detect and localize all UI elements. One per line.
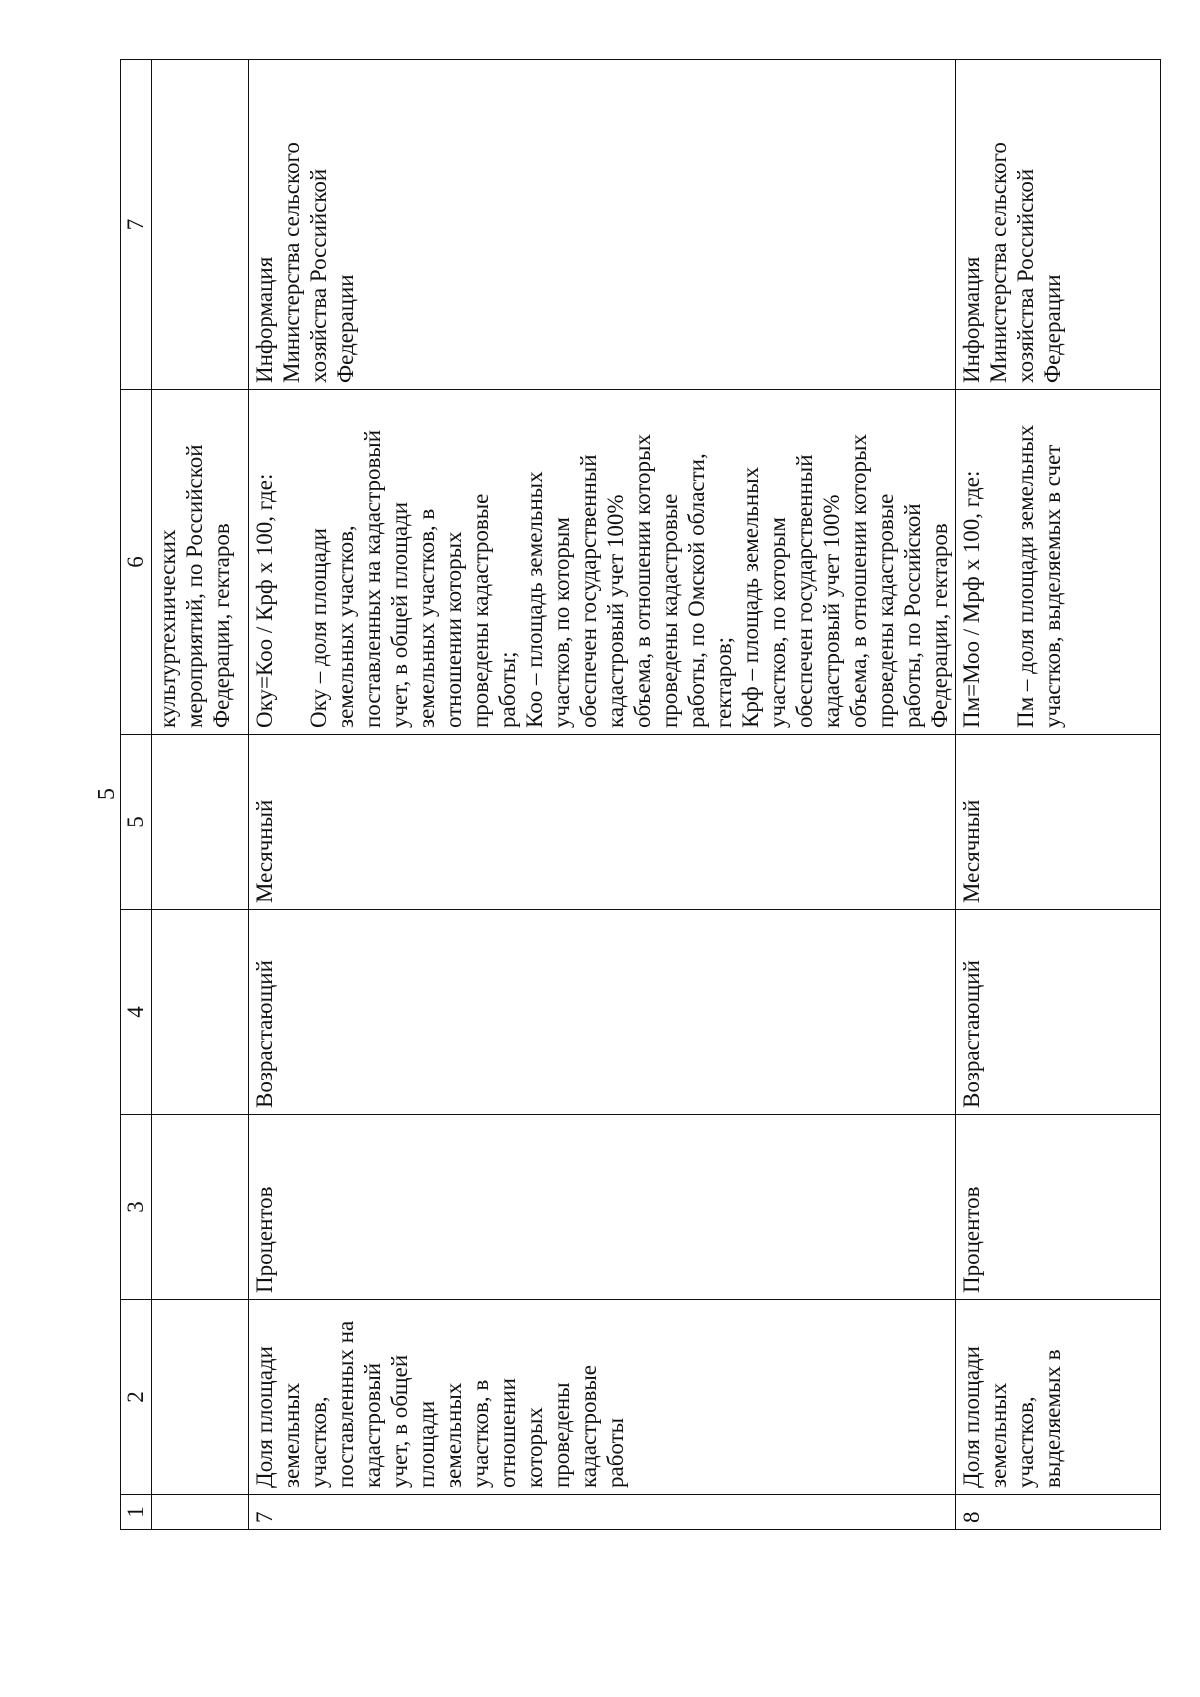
text-line: Федерации, гектаров	[927, 523, 952, 728]
text-line: Министерства сельского	[986, 142, 1011, 383]
text-line: участков, в	[468, 1379, 493, 1488]
table-row-8	[956, 60, 1161, 1530]
unit-cell: Процентов	[956, 1115, 1161, 1300]
text-line: работы, по Российской	[900, 503, 925, 728]
cell-empty	[152, 1300, 249, 1495]
col-header-5: 5	[121, 735, 152, 910]
text-line: мероприятий, по Российской	[182, 444, 207, 728]
row-number: 7	[249, 1495, 956, 1530]
text-line: гектаров;	[711, 636, 736, 728]
formula-continuation	[152, 390, 249, 735]
text-line: участков,	[1013, 1396, 1038, 1488]
spacer	[985, 396, 1012, 728]
text-line: Информация	[252, 256, 277, 383]
text-line: работы, по Омской области,	[684, 453, 709, 728]
text-line: кадастровые	[576, 1364, 601, 1488]
period-cell: Месячный	[249, 735, 956, 910]
text-line: земельных	[441, 1382, 466, 1488]
text-line: Крф – площадь земельных	[738, 466, 763, 728]
text-line: участков, по которым	[549, 517, 574, 728]
text-line: культуртехнических	[155, 529, 180, 728]
text-line: площади	[414, 1400, 439, 1488]
row-number: 8	[956, 1495, 1161, 1530]
text-line: работы	[603, 1417, 628, 1488]
text-line: хозяйства Российской	[306, 168, 331, 383]
table-row-7	[249, 60, 956, 1530]
period-cell: Месячный	[956, 735, 1161, 910]
indicator-name	[249, 1300, 956, 1495]
text-line: Коо – площадь земельных	[522, 471, 547, 728]
source-cell	[956, 60, 1161, 390]
text-line: обеспечен государственный	[792, 454, 817, 728]
text-line: учет, в общей площади	[387, 501, 412, 728]
text-line: выделяемых в	[1040, 1349, 1065, 1488]
text-line: участков, выделяемых в счет	[1040, 444, 1065, 728]
col-header-1: 1	[121, 1495, 152, 1530]
text-line: земельных	[279, 1382, 304, 1488]
formula-cell	[956, 390, 1161, 735]
text-line: Федерации, гектаров	[209, 523, 234, 728]
rotated-table-container	[120, 60, 1080, 1530]
cell-empty	[152, 910, 249, 1115]
text-line: кадастровый учет 100%	[819, 494, 844, 728]
formula-head: Оку=Коо / Крф х 100, где:	[252, 473, 277, 728]
text-line: проведены кадастровые	[468, 493, 493, 728]
text-line: поставленных на кадастровый	[360, 429, 385, 728]
text-line: Информация	[959, 256, 984, 383]
text-line: учет, в общей	[387, 1354, 412, 1488]
text-line: объема, в отношении которых	[630, 433, 655, 728]
text-line: земельных участков,	[333, 525, 358, 728]
formula-cell	[249, 390, 956, 735]
text-line: участков, по которым	[765, 517, 790, 728]
formula-head: Пм=Моо / Мрф х 100, где:	[959, 470, 984, 728]
source-cell	[249, 60, 956, 390]
col-header-7: 7	[121, 60, 152, 390]
text-line: Оку – доля площади	[306, 528, 331, 728]
text-line: участков,	[306, 1396, 331, 1488]
header-row	[121, 60, 152, 1530]
col-header-4: 4	[121, 910, 152, 1115]
indicators-table	[120, 59, 1161, 1530]
text-line: земельных	[986, 1382, 1011, 1488]
text-line: Пм – доля площади земельных	[1013, 424, 1038, 728]
cell-empty	[152, 1495, 249, 1530]
indicator-name	[956, 1300, 1161, 1495]
table-row-continuation	[152, 60, 249, 1530]
text-line: проведены кадастровые	[873, 493, 898, 728]
text-line: Доля площади	[959, 1346, 984, 1488]
unit-cell: Процентов	[249, 1115, 956, 1300]
col-header-6: 6	[121, 390, 152, 735]
dynamics-cell: Возрастающий	[956, 910, 1161, 1115]
text-line: хозяйства Российской	[1013, 168, 1038, 383]
col-header-3: 3	[121, 1115, 152, 1300]
text-line: отношении	[495, 1378, 520, 1488]
text-line: работы;	[495, 651, 520, 728]
dynamics-cell: Возрастающий	[249, 910, 956, 1115]
text-line: проведены кадастровые	[657, 493, 682, 728]
cell-empty	[152, 735, 249, 910]
text-line: Доля площади	[252, 1346, 277, 1488]
text-line: обеспечен государственный	[576, 454, 601, 728]
text-line: которых	[522, 1407, 547, 1488]
text-line: Федерации	[333, 274, 358, 383]
text-line: Министерства сельского	[279, 142, 304, 383]
text-line: поставленных на	[333, 1320, 358, 1488]
page-number: 5	[94, 788, 120, 800]
spacer	[278, 396, 305, 728]
text-line: объема, в отношении которых	[846, 433, 871, 728]
col-header-2: 2	[121, 1300, 152, 1495]
cell-empty	[152, 1115, 249, 1300]
text-line: отношении которых	[441, 531, 466, 728]
text-line: кадастровый учет 100%	[603, 494, 628, 728]
text-line: земельных участков, в	[414, 508, 439, 728]
cell-empty	[152, 60, 249, 390]
text-line: кадастровый	[360, 1362, 385, 1488]
text-line: проведены	[549, 1382, 574, 1488]
text-line: Федерации	[1040, 274, 1065, 383]
